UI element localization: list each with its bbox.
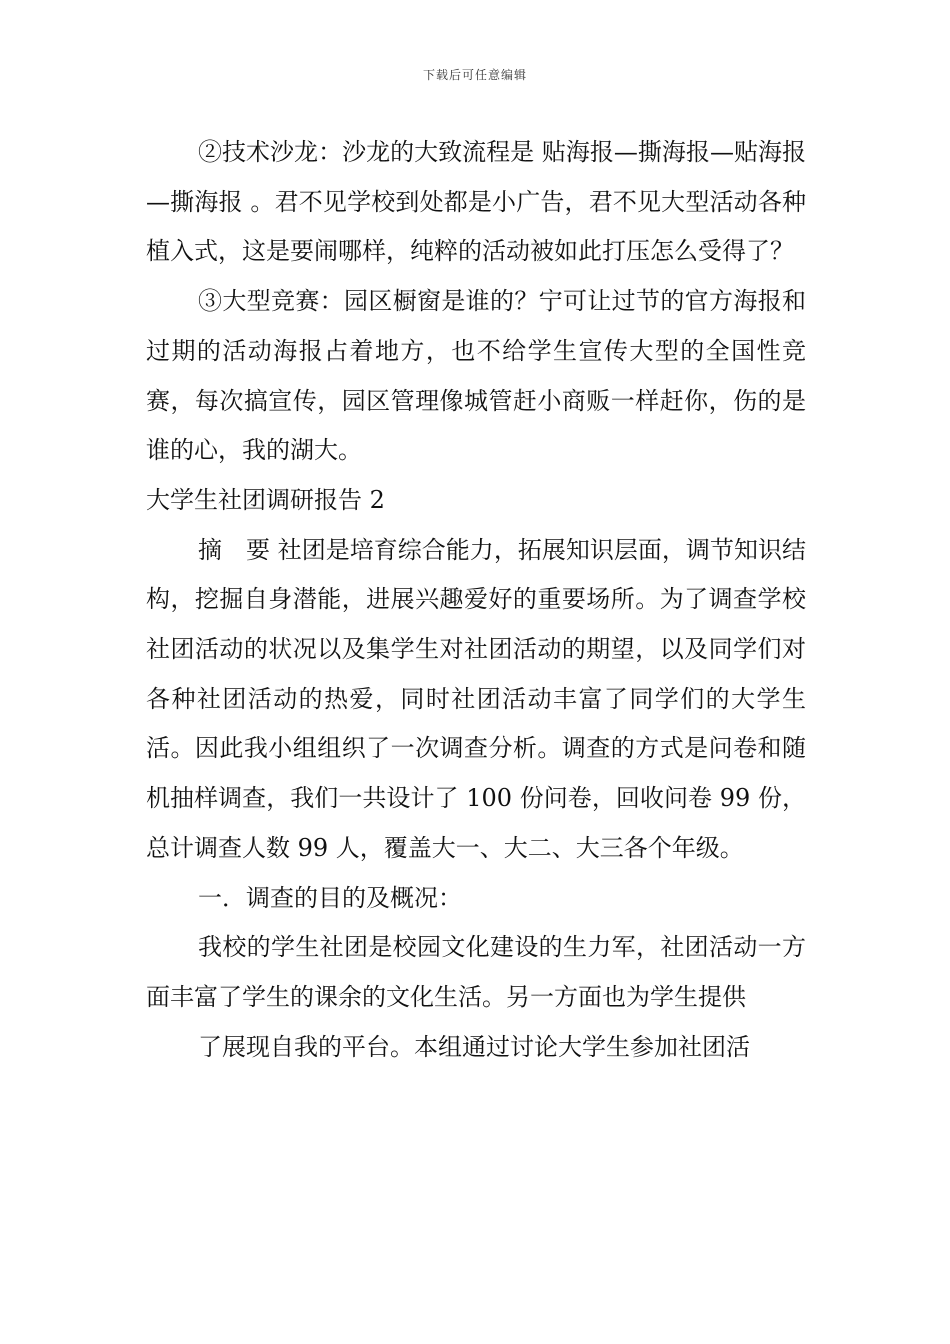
paragraph-purpose: 我校的学生社团是校园文化建设的生力军，社团活动一方面丰富了学生的课余的文化生活。另一方面也为学生提供 — [146, 933, 806, 1011]
paragraph-abstract: 摘 要 社团是培育综合能力，拓展知识层面，调节知识结构，挖掘自身潜能，进展兴趣爱好的重要场所。为了调查学校社团活动的状况以及集学生对社团活动的期望，以及同学们对各种社团活动的热爱，同时社团活动丰富了同学们的大学生活。因此我小组组织了一次调查分析。调查的方式是问卷和随机抽样调查，我们一共设计了 100 份问卷，回收问卷 99 份，总计调查人数 99 人，覆盖大一、大二、大三各个年级。 — [146, 535, 806, 862]
paragraph-section-title: 一．调查的目的及概况： — [198, 883, 462, 912]
header-note: 下载后可任意编辑 — [422, 68, 527, 82]
paragraph-continuation: 了展现自我的平台。本组通过讨论大学生参加社团活 — [198, 1032, 750, 1061]
paragraph-tech-salon: ②技术沙龙：沙龙的大致流程是 贴海报—撕海报—贴海报—撕海报 。君不见学校到处都是小广告，君不见大型活动各种植入式，这是要闹哪样，纯粹的活动被如此打压怎么受得了？ — [146, 138, 806, 266]
document-body — [146, 128, 806, 1072]
section-heading: 大学生社团调研报告 2 — [146, 485, 385, 514]
paragraph-competition: ③大型竞赛：园区橱窗是谁的？宁可让过节的官方海报和过期的活动海报占着地方，也不给学生宣传大型的全国性竞赛，每次搞宣传，园区管理像城管赶小商贩一样赶你，伤的是谁的心，我的湖大。 — [146, 287, 806, 465]
